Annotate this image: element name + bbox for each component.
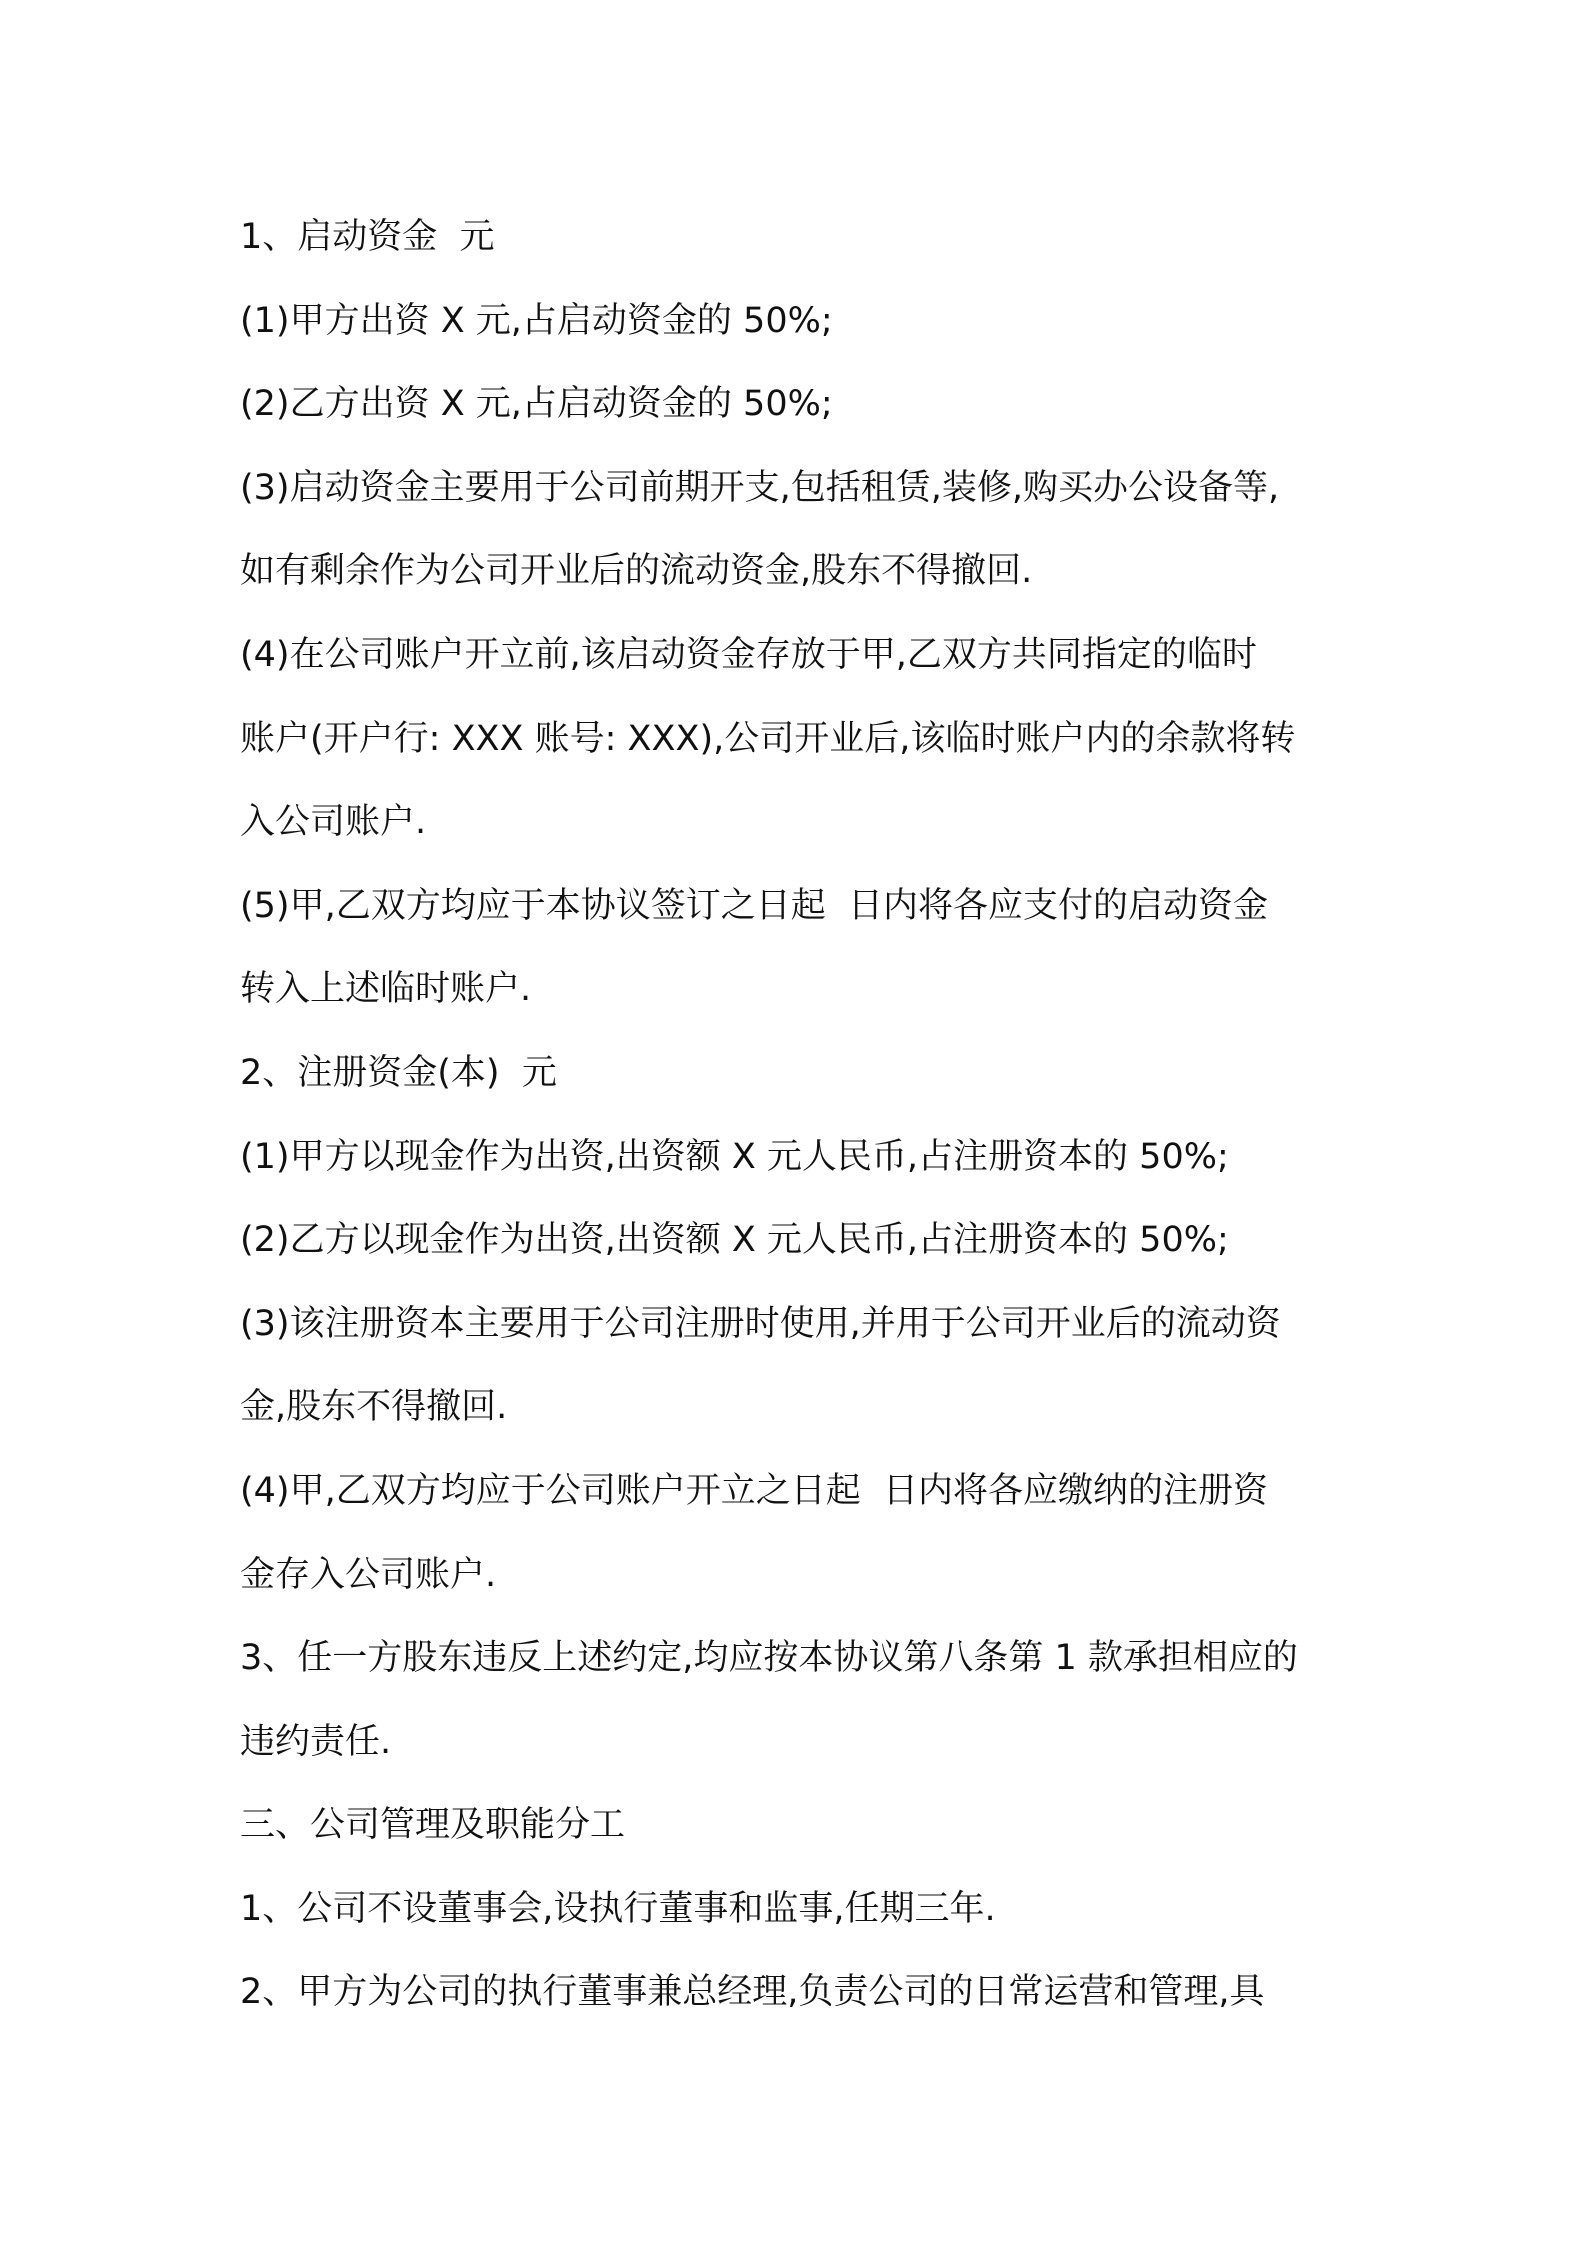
paragraph-line: 金存入公司账户. [240,1554,497,1595]
paragraph-line: 金,股东不得撤回. [240,1387,508,1428]
paragraph-line: 违约责任. [240,1721,392,1762]
paragraph-line: (3)启动资金主要用于公司前期开支,包括租赁,装修,购买办公设备等, [240,467,1280,508]
registered-capital-heading: 2、注册资金(本) 元 [240,1052,557,1093]
paragraph-line: 账户(开户行: XXX 账号: XXX),公司开业后,该临时账户内的余款将转 [240,718,1296,759]
document-body [240,196,1360,2035]
paragraph-line: (5)甲,乙双方均应于本协议签订之日起 日内将各应支付的启动资金 [240,885,1268,926]
paragraph-line: (2)乙方以现金作为出资,出资额 X 元人民币,占注册资本的 50%; [240,1220,1229,1261]
paragraph-line: (4)甲,乙双方均应于公司账户开立之日起 日内将各应缴纳的注册资 [240,1470,1268,1511]
section-heading-management: 三、公司管理及职能分工 [240,1805,626,1846]
paragraph-line: (2)乙方出资 X 元,占启动资金的 50%; [240,384,833,425]
paragraph-line: 入公司账户. [240,802,427,843]
paragraph-line: 3、任一方股东违反上述约定,均应按本协议第八条第 1 款承担相应的 [240,1638,1298,1679]
startup-capital-heading: 1、启动资金 元 [240,217,495,257]
paragraph-line: 2、甲方为公司的执行董事兼总经理,负责公司的日常运营和管理,具 [240,1972,1265,2013]
paragraph-line: (1)甲方以现金作为出资,出资额 X 元人民币,占注册资本的 50%; [240,1136,1229,1177]
paragraph-line: (1)甲方出资 X 元,占启动资金的 50%; [240,300,833,341]
paragraph-line: (3)该注册资本主要用于公司注册时使用,并用于公司开业后的流动资 [240,1303,1281,1344]
paragraph-line: (4)在公司账户开立前,该启动资金存放于甲,乙双方共同指定的临时 [240,634,1257,675]
paragraph-line: 转入上述临时账户. [240,969,532,1010]
paragraph-line: 如有剩余作为公司开业后的流动资金,股东不得撤回. [240,551,1033,592]
paragraph-line: 1、公司不设董事会,设执行董事和监事,任期三年. [240,1888,996,1929]
